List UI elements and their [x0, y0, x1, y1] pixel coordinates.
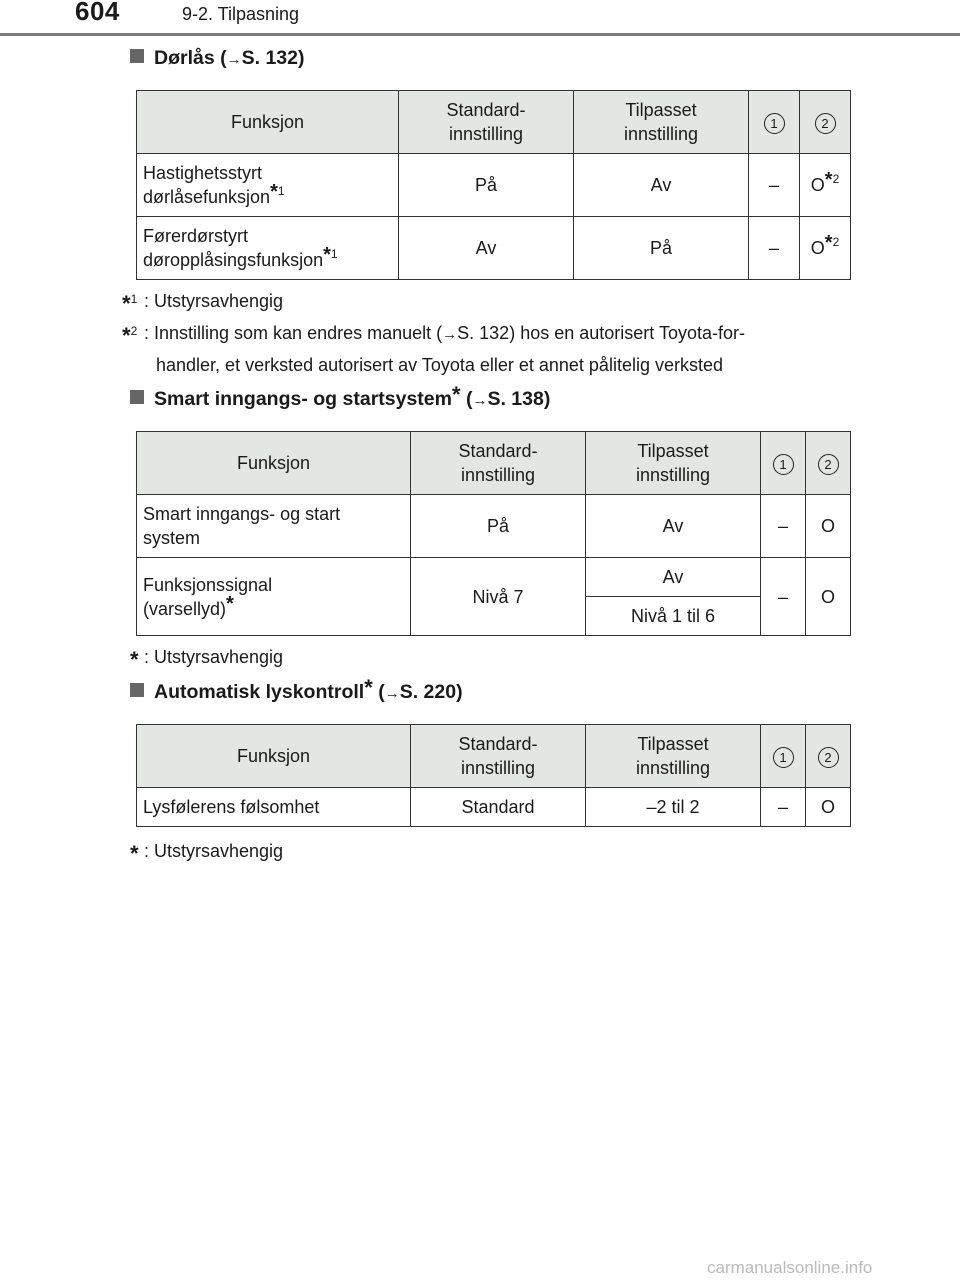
function-cell: Smart inngangs- og start system	[137, 495, 411, 558]
method-1-cell: –	[761, 558, 806, 636]
page-number: 604	[75, 0, 120, 26]
table-header-row	[137, 725, 851, 788]
arrow-right-icon: →	[442, 326, 458, 343]
column-header-default: Standard- innstilling	[411, 432, 586, 495]
footnote-asterisk: * : Utstyrsavhengig	[130, 841, 284, 866]
watermark: carmanualsonline.info	[707, 1258, 873, 1277]
default-cell: Nivå 7	[411, 558, 586, 636]
column-header-method-1	[749, 91, 800, 154]
method-2-cell: O	[806, 558, 851, 636]
arrow-right-icon: →	[472, 392, 488, 409]
column-header-custom: Tilpasset innstilling	[586, 725, 761, 788]
footnote-asterisk: * : Utstyrsavhengig	[130, 647, 284, 672]
column-header-default: Standard- innstilling	[399, 91, 574, 154]
table-row	[137, 154, 851, 217]
table-header-row	[137, 432, 851, 495]
circled-2-icon: 2	[818, 747, 839, 768]
method-1-cell: –	[761, 495, 806, 558]
header-rule	[0, 33, 960, 36]
column-header-default: Standard- innstilling	[411, 725, 586, 788]
method-2-cell: O	[806, 495, 851, 558]
method-1-cell: –	[761, 788, 806, 827]
method-2-cell: O	[806, 788, 851, 827]
table-header-row	[137, 91, 851, 154]
method-2-cell: O*$^2$	[800, 154, 851, 217]
default-cell: Standard	[411, 788, 586, 827]
custom-cell: På	[574, 217, 749, 280]
column-header-method-1	[761, 725, 806, 788]
column-header-method-1	[761, 432, 806, 495]
default-cell: Av	[399, 217, 574, 280]
arrow-right-icon: →	[384, 685, 400, 702]
section-heading-auto-light: Automatisk lyskontroll* (→S. 220)	[130, 681, 463, 704]
custom-cell: Nivå 1 til 6	[586, 597, 761, 636]
smart-entry-table	[136, 431, 851, 636]
custom-cell: –2 til 2	[586, 788, 761, 827]
column-header-method-2	[806, 725, 851, 788]
section-heading-smart-entry: Smart inngangs- og startsystem* (→S. 138)	[130, 388, 550, 411]
column-header-custom: Tilpasset innstilling	[586, 432, 761, 495]
bullet-square-icon	[130, 49, 144, 63]
page-reference[interactable]: S. 132)	[241, 47, 305, 69]
arrow-right-icon: →	[226, 51, 242, 68]
function-cell: Hastighetsstyrt dørlåsefunksjon*$^1$	[137, 154, 399, 217]
circled-1-icon: 1	[764, 113, 785, 134]
default-cell: På	[399, 154, 574, 217]
page-reference[interactable]: S. 132) hos en autorisert Toyota-for-	[457, 323, 745, 343]
bullet-square-icon	[130, 390, 144, 404]
method-2-cell: O*$^2$	[800, 217, 851, 280]
method-1-cell: –	[749, 217, 800, 280]
column-header-function: Funksjon	[137, 91, 399, 154]
column-header-custom: Tilpasset innstilling	[574, 91, 749, 154]
function-cell: Førerdørstyrt døropplåsingsfunksjon*$^1$	[137, 217, 399, 280]
circled-2-icon: 2	[818, 454, 839, 475]
page-reference[interactable]: S. 138)	[487, 388, 551, 410]
custom-cell: Av	[574, 154, 749, 217]
table-row	[137, 788, 851, 827]
function-cell: Funksjonssignal (varsellyd)*	[137, 558, 411, 636]
column-header-method-2	[806, 432, 851, 495]
section-heading-door-lock: Dørlås (→S. 132)	[130, 47, 304, 70]
auto-light-table	[136, 724, 851, 827]
circled-2-icon: 2	[815, 113, 836, 134]
table-row	[137, 558, 851, 597]
column-header-method-2	[800, 91, 851, 154]
page-header	[0, 0, 960, 36]
method-1-cell: –	[749, 154, 800, 217]
custom-cell: Av	[586, 558, 761, 597]
default-cell: På	[411, 495, 586, 558]
column-header-function: Funksjon	[137, 725, 411, 788]
column-header-function: Funksjon	[137, 432, 411, 495]
page-reference[interactable]: S. 220)	[399, 681, 463, 703]
door-lock-table	[136, 90, 851, 280]
table-row	[137, 217, 851, 280]
bullet-square-icon	[130, 683, 144, 697]
table-row	[137, 495, 851, 558]
circled-1-icon: 1	[773, 454, 794, 475]
function-cell: Lysfølerens følsomhet	[137, 788, 411, 827]
footnote-2: *$^2$ : Innstilling som kan endres manuelt (→S. 132) hos en autorisert Toyota-for- handler, et verksted autorisert av Toyota eller et annet pålitelig verksted	[122, 323, 745, 375]
section-label: 9-2. Tilpasning	[182, 4, 300, 24]
custom-cell: Av	[586, 495, 761, 558]
circled-1-icon: 1	[773, 747, 794, 768]
footnote-1: *$^1$ : Utstyrsavhengig	[122, 291, 284, 316]
